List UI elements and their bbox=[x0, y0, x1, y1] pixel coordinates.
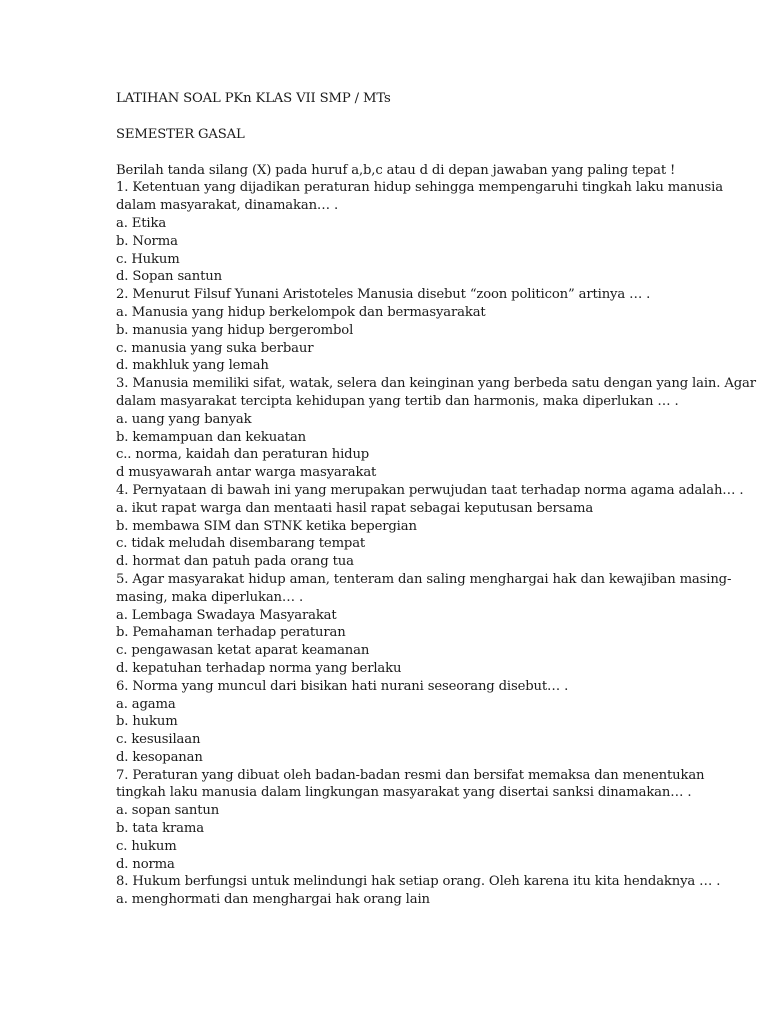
option-c: c. kesusilaan bbox=[116, 732, 201, 748]
question-text: 1. Ketentuan yang dijadikan peraturan hidup sehingga mempengaruhi tingkah laku manusia dalam masyarakat, dinamakan… . bbox=[116, 180, 723, 214]
option-b: b. kemampuan dan kekuatan bbox=[116, 429, 307, 445]
option-d: d. kesopanan bbox=[116, 749, 203, 765]
instruction-text: Berilah tanda silang (X) pada huruf a,b,c atau d di depan jawaban yang paling tepat ! bbox=[116, 162, 676, 178]
question-5 bbox=[116, 571, 756, 678]
question-8 bbox=[116, 873, 756, 909]
option-a: a. menghormati dan menghargai hak orang lain bbox=[116, 892, 430, 908]
option-c: c.. norma, kaidah dan peraturan hidup bbox=[116, 447, 370, 463]
option-d: d. hormat dan patuh pada orang tua bbox=[116, 554, 354, 570]
option-c: c. hukum bbox=[116, 838, 177, 854]
option-c: c. tidak meludah disembarang tempat bbox=[116, 536, 366, 552]
question-text: 2. Menurut Filsuf Yunani Aristoteles Manusia disebut “zoon politicon” artinya … . bbox=[116, 287, 651, 303]
option-b: b. tata krama bbox=[116, 821, 204, 837]
question-text: 6. Norma yang muncul dari bisikan hati nurani seseorang disebut… . bbox=[116, 678, 569, 694]
option-a: a. Manusia yang hidup berkelompok dan bermasyarakat bbox=[116, 304, 486, 320]
option-a: a. ikut rapat warga dan mentaati hasil rapat sebagai keputusan bersama bbox=[116, 500, 594, 516]
option-a: a. sopan santun bbox=[116, 803, 220, 819]
option-c: c. Hukum bbox=[116, 251, 180, 267]
question-text: 3. Manusia memiliki sifat, watak, selera dan keinginan yang berbeda satu dengan yang lain. Agar dalam masyarakat tercipta kehidupan yang tertib dan harmonis, maka diperlukan … . bbox=[116, 376, 756, 409]
option-d: d. makhluk yang lemah bbox=[116, 358, 269, 374]
option-d: d. norma bbox=[116, 856, 175, 872]
option-c: c. manusia yang suka berbaur bbox=[116, 340, 314, 356]
option-c: c. pengawasan ketat aparat keamanan bbox=[116, 643, 370, 659]
question-text: 4. Pernyataan di bawah ini yang merupakan perwujudan taat terhadap norma agama adalah… . bbox=[116, 482, 744, 498]
question-2 bbox=[116, 286, 756, 375]
document-title: LATIHAN SOAL PKn KLAS VII SMP / MTs bbox=[116, 91, 391, 106]
question-3 bbox=[116, 375, 756, 482]
document-page bbox=[116, 90, 756, 909]
question-6 bbox=[116, 678, 756, 767]
question-text: 7. Peraturan yang dibuat oleh badan-badan resmi dan bersifat memaksa dan menentukan tingkah laku manusia dalam lingkungan masyarakat yang disertai sanksi dinamakan… . bbox=[116, 767, 705, 801]
option-d: d musyawarah antar warga masyarakat bbox=[116, 465, 377, 481]
question-text: 5. Agar masyarakat hidup aman, tenteram dan saling menghargai hak dan kewajiban masing-masing, maka diperlukan… . bbox=[116, 571, 732, 605]
option-d: d. kepatuhan terhadap norma yang berlaku bbox=[116, 660, 402, 676]
question-text: 8. Hukum berfungsi untuk melindungi hak setiap orang. Oleh karena itu kita hendaknya … . bbox=[116, 874, 721, 890]
option-b: b. Norma bbox=[116, 233, 178, 249]
document-semester: SEMESTER GASAL bbox=[116, 126, 245, 142]
option-a: a. Lembaga Swadaya Masyarakat bbox=[116, 607, 337, 623]
option-a: a. Etika bbox=[116, 215, 167, 231]
question-7 bbox=[116, 767, 756, 874]
option-b: b. manusia yang hidup bergerombol bbox=[116, 322, 354, 338]
question-1 bbox=[116, 179, 756, 286]
option-b: b. Pemahaman terhadap peraturan bbox=[116, 625, 346, 641]
option-d: d. Sopan santun bbox=[116, 269, 222, 285]
option-a: a. uang yang banyak bbox=[116, 411, 252, 427]
question-4 bbox=[116, 482, 756, 571]
option-b: b. membawa SIM dan STNK ketika bepergian bbox=[116, 518, 417, 534]
option-b: b. hukum bbox=[116, 714, 178, 730]
option-a: a. agama bbox=[116, 696, 176, 712]
